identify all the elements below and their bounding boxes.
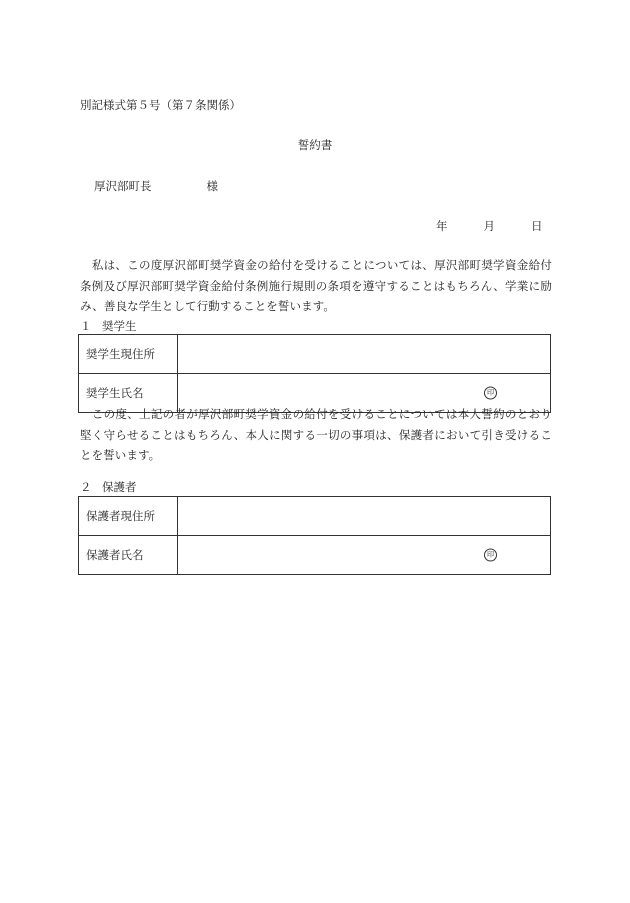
section-guardian-number: ２	[80, 480, 92, 494]
date-day-label: 日	[531, 219, 543, 233]
section-guardian-title: 保護者	[102, 480, 137, 494]
guardian-paragraph	[80, 404, 552, 466]
seal-mark: 印	[484, 387, 497, 400]
document-title: 誓約書	[297, 138, 333, 152]
table-row	[79, 497, 551, 536]
pledge-paragraph	[80, 255, 552, 317]
section-guardian-heading	[80, 479, 137, 495]
seal-mark: 印	[484, 549, 497, 562]
section-student-title: 奨学生	[102, 319, 137, 333]
section-student-heading	[80, 318, 137, 334]
date-month-label: 月	[483, 219, 495, 233]
addressee-name: 厚沢部町長	[94, 179, 152, 193]
guardian-name-field[interactable]	[178, 536, 551, 575]
student-address-field[interactable]	[178, 335, 551, 374]
addressee	[94, 178, 218, 194]
guardian-address-field[interactable]	[178, 497, 551, 536]
student-name-label: 奨学生氏名	[79, 374, 178, 413]
addressee-suffix: 様	[206, 179, 218, 193]
date-year-label: 年	[436, 219, 448, 233]
date-line	[436, 218, 543, 234]
table-row	[79, 536, 551, 575]
pledge-text: 私は、この度厚沢部町奨学資金の給付を受けることについては、厚沢部町奨学資金給付条例及び厚沢部町奨学資金給付条例施行規則の条項を遵守することはもちろん、学業に励み、善良な学生として行動することを誓います。	[80, 258, 552, 313]
section-student-number: １	[80, 319, 92, 333]
guardian-text: この度、上記の者が厚沢部町奨学資金の給付を受けることについては本人誓約のとおり堅く守らせることはもちろん、本人に関する一切の事項は、保護者において引き受けることを誓います。	[80, 407, 552, 462]
student-table	[78, 334, 551, 413]
guardian-name-label: 保護者氏名	[79, 536, 178, 575]
guardian-address-label: 保護者現住所	[79, 497, 178, 536]
guardian-table	[78, 496, 551, 575]
form-number: 別記様式第５号（第７条関係）	[80, 98, 241, 112]
student-address-label: 奨学生現住所	[79, 335, 178, 374]
table-row	[79, 335, 551, 374]
